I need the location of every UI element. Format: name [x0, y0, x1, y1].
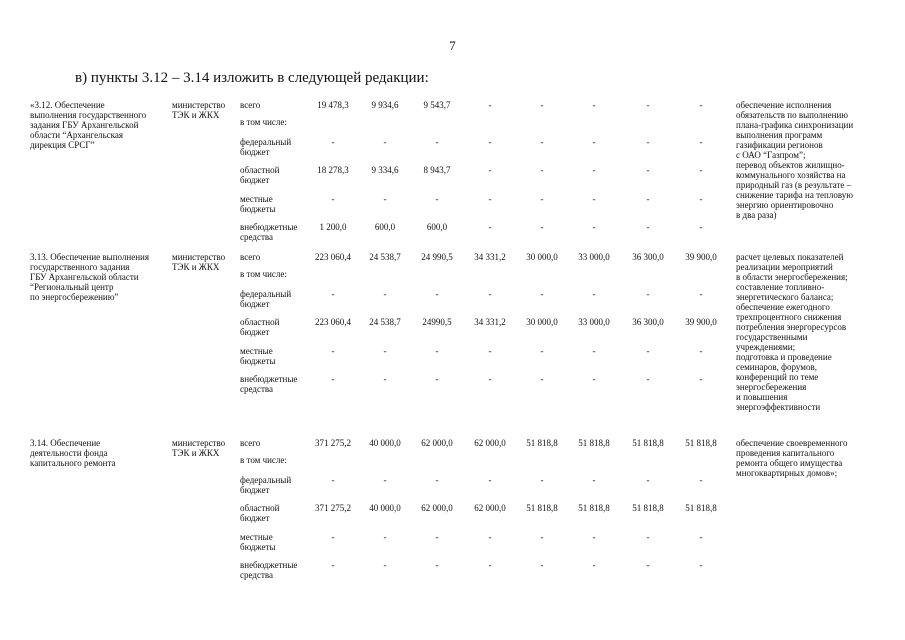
funding-value: 39 900,0 — [685, 252, 717, 262]
funding-value: 1 200,0 — [319, 222, 347, 232]
funding-value: - — [540, 560, 544, 570]
funding-value: - — [488, 346, 492, 356]
expected-result: обеспечение исполнения обязательств по выполнению плана-графика синхронизации выполнения программ газификации регионов с ОАО “Газпром”; перевод объектов жилищно- коммунального хозяйства на природный газ (в результате – снижение тарифа на тепловую энергию ориентировочно в два раза) — [736, 100, 854, 220]
funding-value: - — [646, 137, 650, 147]
funding-source: внебюджетные средства — [240, 374, 298, 394]
funding-value: 24990,5 — [422, 317, 452, 327]
page-number: 7 — [449, 38, 456, 53]
funding-value: 51 818,8 — [578, 438, 610, 448]
funding-value: 223 060,4 — [315, 252, 351, 262]
funding-value: 9 543,7 — [423, 100, 451, 110]
funding-value: - — [383, 194, 387, 204]
funding-value: - — [540, 194, 544, 204]
funding-value: - — [592, 194, 596, 204]
funding-value: - — [592, 222, 596, 232]
funding-value: - — [646, 346, 650, 356]
funding-value: - — [592, 137, 596, 147]
funding-value: - — [699, 165, 703, 175]
funding-value: - — [646, 165, 650, 175]
funding-value: 19 478,3 — [317, 100, 349, 110]
funding-value: - — [540, 137, 544, 147]
funding-value: - — [540, 374, 544, 384]
funding-value: - — [383, 137, 387, 147]
funding-value: 24 990,5 — [421, 252, 453, 262]
funding-value: 371 275,2 — [315, 438, 351, 448]
funding-source: областной бюджет — [240, 317, 280, 337]
funding-value: 40 000,0 — [369, 438, 401, 448]
funding-value: - — [331, 137, 335, 147]
funding-value: - — [331, 194, 335, 204]
responsible-executor: министерство ТЭК и ЖКХ — [172, 100, 226, 120]
funding-value: - — [488, 137, 492, 147]
funding-value: 8 943,7 — [423, 165, 451, 175]
funding-value: - — [699, 346, 703, 356]
funding-value: - — [435, 346, 439, 356]
funding-value: - — [646, 560, 650, 570]
funding-value: - — [540, 289, 544, 299]
funding-value: - — [435, 194, 439, 204]
funding-value: - — [540, 532, 544, 542]
funding-value: - — [435, 560, 439, 570]
funding-value: 40 000,0 — [369, 503, 401, 513]
item-name: 3.14. Обеспечение деятельности фонда капитального ремонта — [30, 438, 116, 468]
funding-source: местные бюджеты — [240, 532, 276, 552]
funding-value: 223 060,4 — [315, 317, 351, 327]
funding-source: в том числе: — [240, 269, 287, 279]
funding-value: 24 538,7 — [369, 317, 401, 327]
funding-source: в том числе: — [240, 117, 287, 127]
funding-value: - — [592, 346, 596, 356]
funding-value: - — [383, 560, 387, 570]
funding-source: федеральный бюджет — [240, 289, 292, 309]
funding-value: - — [383, 532, 387, 542]
funding-value: - — [646, 374, 650, 384]
funding-source: областной бюджет — [240, 503, 280, 523]
funding-value: 30 000,0 — [526, 317, 558, 327]
funding-value: - — [331, 475, 335, 485]
funding-value: - — [699, 475, 703, 485]
funding-value: 51 818,8 — [632, 438, 664, 448]
funding-value: - — [488, 100, 492, 110]
expected-result: обеспечение своевременного проведения капитального ремонта общего имущества многоквартирных домов»; — [736, 438, 848, 478]
funding-value: - — [435, 289, 439, 299]
funding-value: - — [331, 374, 335, 384]
funding-value: 36 300,0 — [632, 252, 664, 262]
funding-value: 30 000,0 — [526, 252, 558, 262]
funding-value: - — [646, 475, 650, 485]
funding-value: - — [331, 532, 335, 542]
funding-value: - — [435, 475, 439, 485]
funding-source: внебюджетные средства — [240, 560, 298, 580]
funding-value: - — [646, 532, 650, 542]
funding-value: - — [699, 194, 703, 204]
funding-value: - — [699, 289, 703, 299]
funding-value: - — [592, 532, 596, 542]
funding-value: - — [488, 289, 492, 299]
funding-value: - — [646, 194, 650, 204]
funding-value: 34 331,2 — [474, 317, 506, 327]
funding-value: 39 900,0 — [685, 317, 717, 327]
expected-result: расчет целевых показателей реализации мероприятий в области энергосбережения; составление топливно- энергетического баланса; обеспечение ежегодного трехпроцентного снижения потребления энергоресурсов государственными учреждениями; подготовка и проведение семинаров, форумов, конференций по теме энергосбережения и повышения энергоэффективности — [736, 252, 848, 412]
funding-value: - — [331, 560, 335, 570]
funding-value: - — [540, 346, 544, 356]
funding-value: 600,0 — [426, 222, 448, 232]
funding-value: - — [435, 532, 439, 542]
funding-value: - — [383, 346, 387, 356]
funding-value: - — [699, 100, 703, 110]
funding-source: всего — [240, 438, 261, 448]
funding-value: - — [331, 346, 335, 356]
funding-value: 62 000,0 — [474, 503, 506, 513]
funding-value: - — [540, 165, 544, 175]
funding-value: - — [488, 222, 492, 232]
funding-value: 18 278,3 — [317, 165, 349, 175]
funding-source: всего — [240, 252, 261, 262]
funding-value: 51 818,8 — [526, 503, 558, 513]
funding-source: местные бюджеты — [240, 194, 276, 214]
funding-source: областной бюджет — [240, 165, 280, 185]
funding-value: 51 818,8 — [526, 438, 558, 448]
funding-value: - — [592, 165, 596, 175]
funding-value: - — [646, 100, 650, 110]
funding-value: - — [646, 222, 650, 232]
funding-value: 51 818,8 — [685, 438, 717, 448]
responsible-executor: министерство ТЭК и ЖКХ — [172, 252, 226, 272]
funding-value: - — [488, 560, 492, 570]
funding-value: - — [488, 194, 492, 204]
funding-value: - — [699, 374, 703, 384]
funding-value: 36 300,0 — [632, 317, 664, 327]
responsible-executor: министерство ТЭК и ЖКХ — [172, 438, 226, 458]
funding-value: - — [592, 475, 596, 485]
funding-value: - — [540, 100, 544, 110]
funding-value: - — [540, 475, 544, 485]
funding-value: - — [646, 289, 650, 299]
item-name: «3.12. Обеспечение выполнения государственного задания ГБУ Архангельской области “Архангельская дирекция СРСГ” — [30, 100, 147, 150]
funding-value: - — [488, 475, 492, 485]
funding-value: - — [435, 137, 439, 147]
funding-value: 371 275,2 — [315, 503, 351, 513]
funding-value: - — [540, 222, 544, 232]
funding-value: - — [592, 289, 596, 299]
funding-value: 34 331,2 — [474, 252, 506, 262]
funding-value: - — [592, 374, 596, 384]
funding-value: 33 000,0 — [578, 317, 610, 327]
funding-value: 33 000,0 — [578, 252, 610, 262]
funding-value: - — [383, 374, 387, 384]
item-name: 3.13. Обеспечение выполнения государственного задания ГБУ Архангельской области “Региональный центр по энергосбережению” — [30, 252, 149, 302]
funding-value: - — [383, 475, 387, 485]
funding-value: 24 538,7 — [369, 252, 401, 262]
funding-value: - — [331, 289, 335, 299]
funding-value: 9 934,6 — [371, 100, 399, 110]
funding-value: 51 818,8 — [685, 503, 717, 513]
funding-source: всего — [240, 100, 261, 110]
funding-value: - — [592, 560, 596, 570]
funding-value: 62 000,0 — [474, 438, 506, 448]
funding-value: - — [592, 100, 596, 110]
funding-source: федеральный бюджет — [240, 475, 292, 495]
funding-value: - — [699, 137, 703, 147]
funding-source: федеральный бюджет — [240, 137, 292, 157]
funding-value: - — [699, 222, 703, 232]
funding-value: 9 334,6 — [371, 165, 399, 175]
funding-value: - — [699, 560, 703, 570]
funding-value: - — [383, 289, 387, 299]
funding-value: 51 818,8 — [578, 503, 610, 513]
funding-source: местные бюджеты — [240, 346, 276, 366]
funding-value: - — [699, 532, 703, 542]
funding-value: 600,0 — [374, 222, 396, 232]
funding-value: 62 000,0 — [421, 503, 453, 513]
funding-source: в том числе: — [240, 455, 287, 465]
funding-value: - — [488, 165, 492, 175]
funding-value: 51 818,8 — [632, 503, 664, 513]
funding-value: - — [488, 532, 492, 542]
section-heading: в) пункты 3.12 – 3.14 изложить в следующей редакции: — [75, 70, 429, 86]
funding-value: - — [488, 374, 492, 384]
funding-value: 62 000,0 — [421, 438, 453, 448]
funding-value: - — [435, 374, 439, 384]
funding-source: внебюджетные средства — [240, 222, 298, 242]
